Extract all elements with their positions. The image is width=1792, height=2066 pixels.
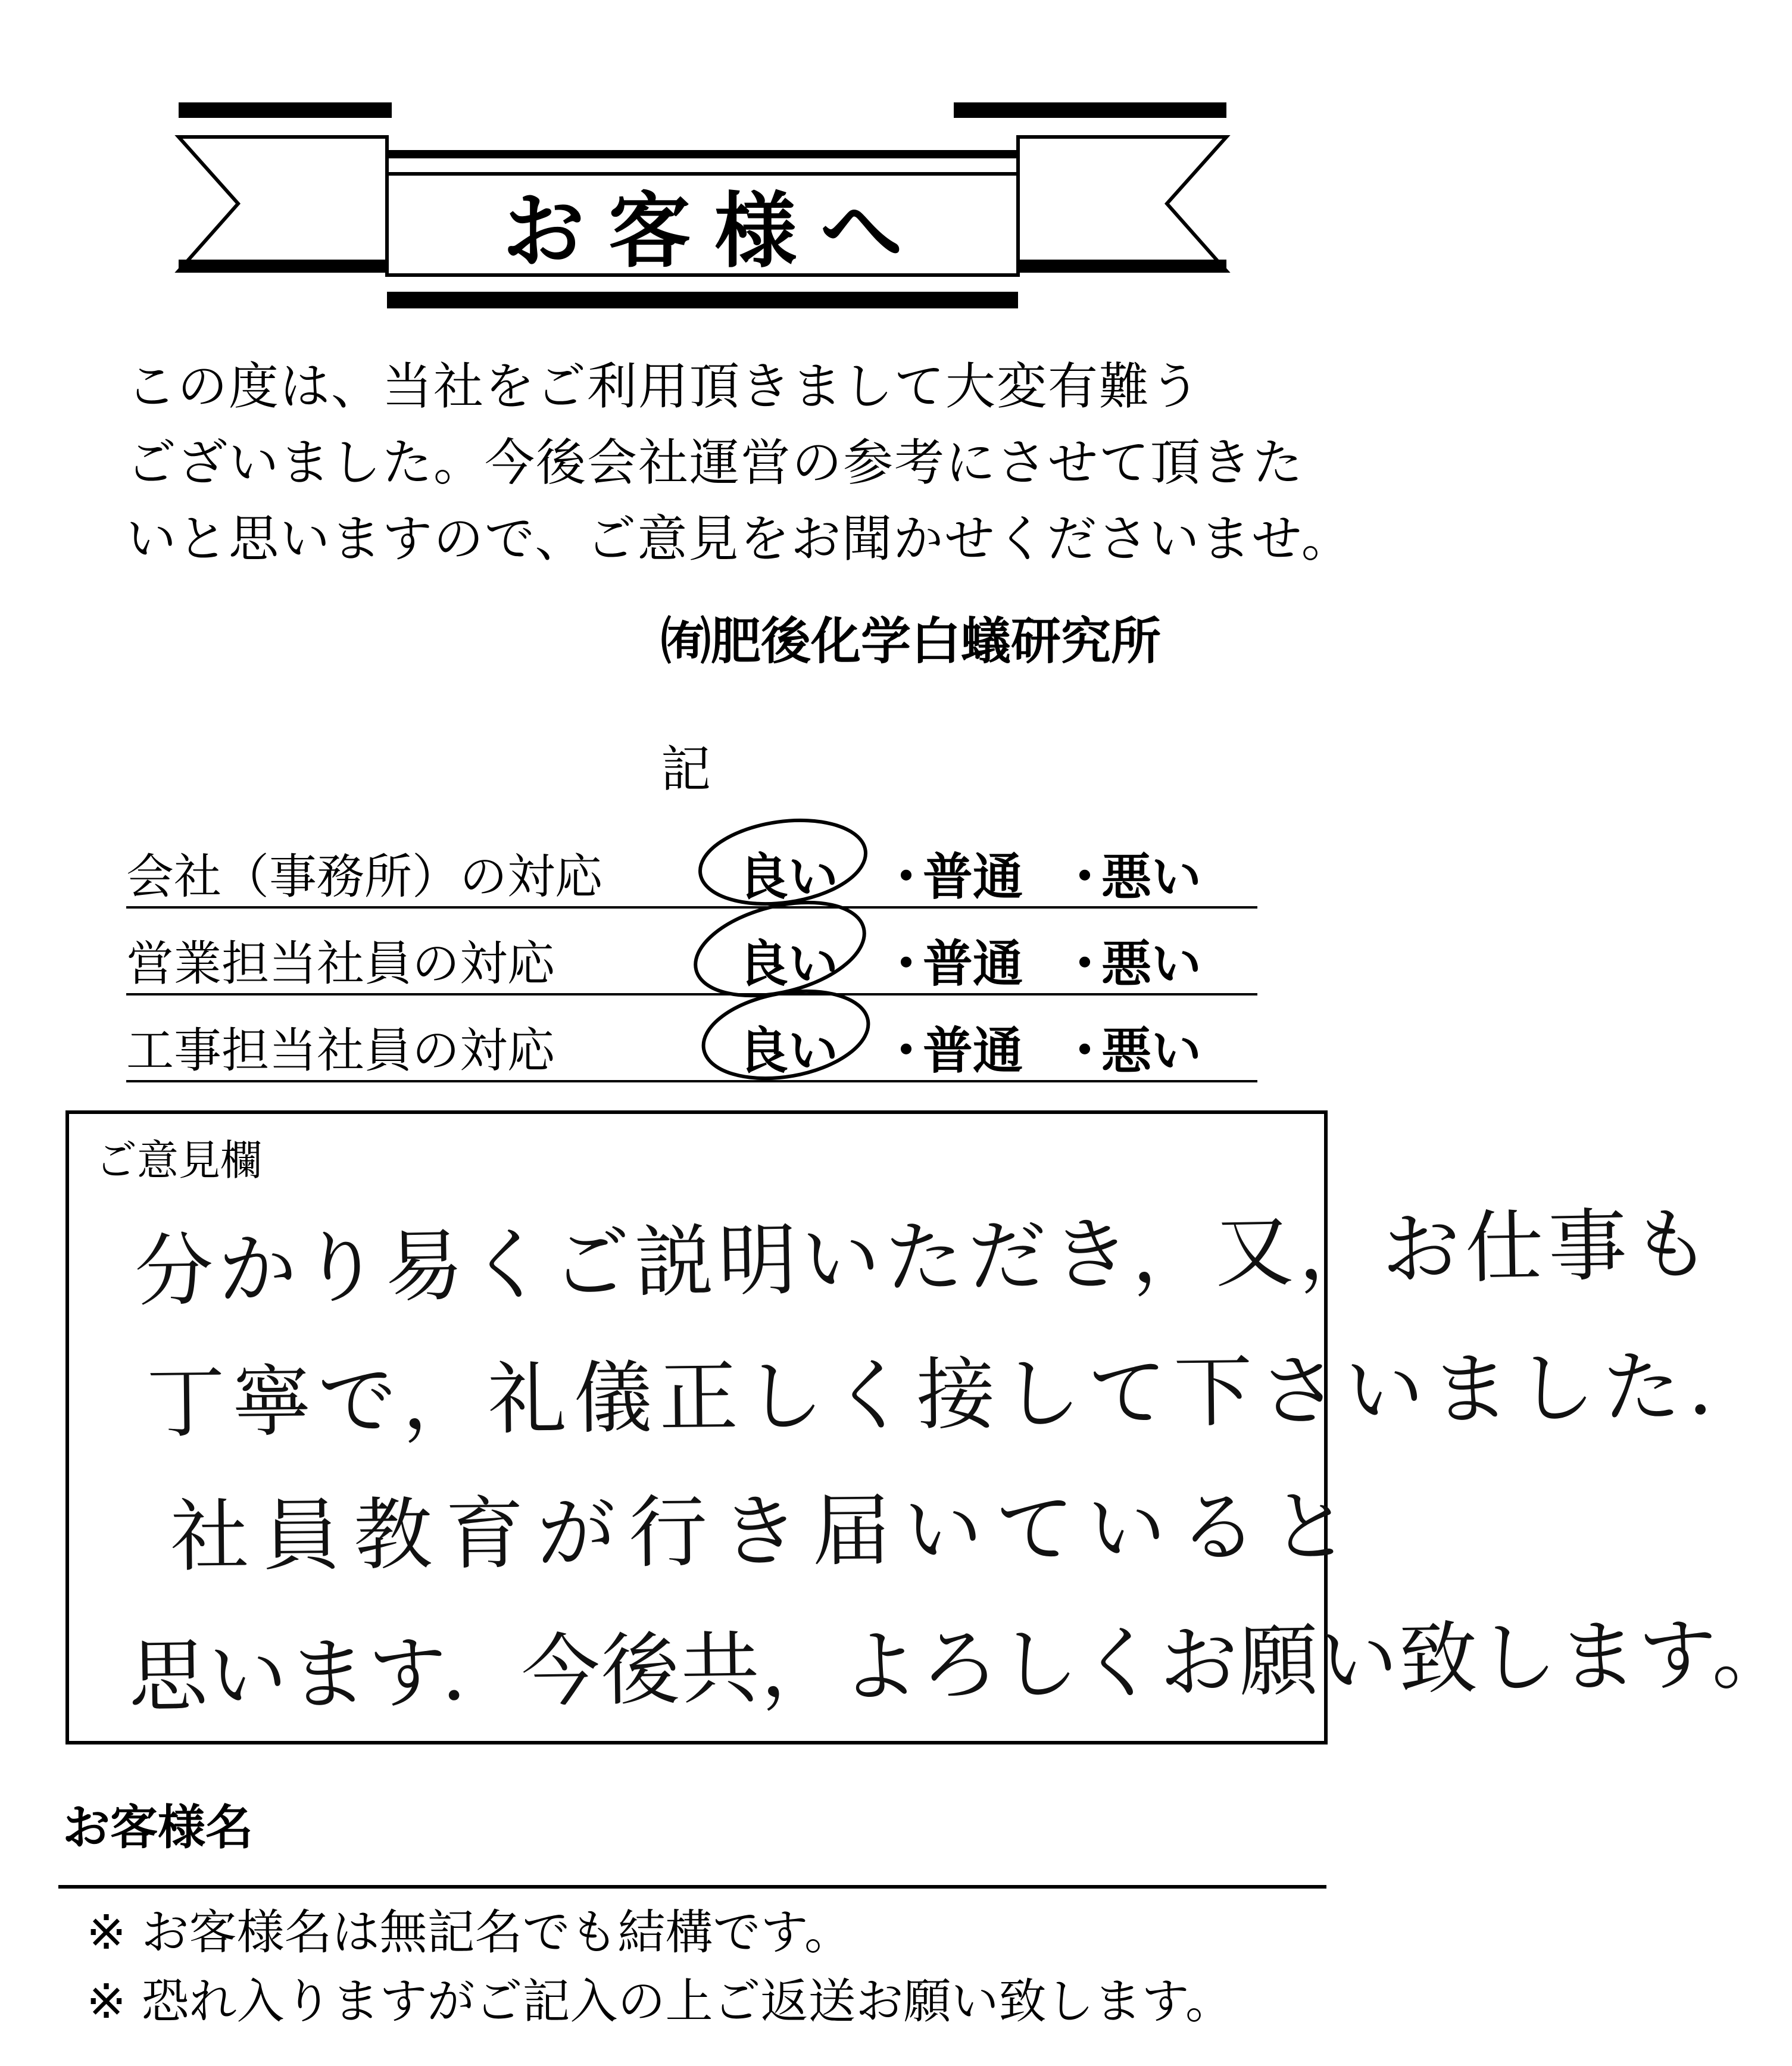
- intro-line: ございました。今後会社運営の参考にさせて頂きた: [126, 433, 1304, 492]
- option-separator: ・: [1060, 1022, 1110, 1080]
- eval-label: 営業担当社員の対応: [126, 936, 555, 991]
- option-separator: ・: [881, 1022, 932, 1080]
- option-bad[interactable]: 悪い: [1101, 848, 1202, 906]
- handwritten-line: 丁寧で，礼儀正しく接して下さいました．: [146, 1340, 1775, 1450]
- option-good[interactable]: 良い: [738, 1022, 839, 1080]
- opinion-label: ご意見欄: [95, 1136, 262, 1185]
- notes: [86, 1898, 1233, 2036]
- eval-label: 工事担当社員の対応: [126, 1023, 555, 1078]
- option-good[interactable]: 良い: [738, 935, 839, 993]
- option-separator: ・: [881, 935, 932, 993]
- option-normal[interactable]: 普通: [923, 935, 1023, 993]
- option-separator: ・: [1060, 935, 1110, 993]
- company-name: ㈲肥後化学白蟻研究所: [661, 612, 1162, 670]
- banner-title: お客様へ: [502, 182, 926, 279]
- option-separator: ・: [1060, 848, 1110, 906]
- customer-name-line[interactable]: [58, 1885, 1326, 1889]
- handwritten-line: 思います．今後共，よろしくお願い致します。: [128, 1608, 1792, 1724]
- option-separator: ・: [881, 848, 932, 906]
- note-item: ※ お客様名は無記名でも結構です。: [86, 1905, 853, 1960]
- option-normal[interactable]: 普通: [923, 848, 1023, 906]
- selection-circles: [0, 0, 1390, 1131]
- handwritten-line: 分かり易くご説明いただき，又，お仕事も: [134, 1198, 1716, 1318]
- circle-mark-3: [697, 979, 875, 1090]
- eval-label: 会社（事務所）の対応: [126, 849, 602, 904]
- option-good[interactable]: 良い: [738, 848, 839, 906]
- option-bad[interactable]: 悪い: [1101, 935, 1202, 993]
- ki-heading: 記: [661, 740, 711, 798]
- handwritten-comment: [69, 1114, 1792, 1741]
- opinion-box[interactable]: [65, 1110, 1792, 1744]
- option-normal[interactable]: 普通: [923, 1022, 1023, 1080]
- intro-line: この度は、当社をご利用頂きまして大変有難う: [126, 357, 1202, 416]
- circle-mark-1: [695, 810, 871, 914]
- option-bad[interactable]: 悪い: [1101, 1022, 1202, 1080]
- handwritten-line: 社員教育が行き届いていると: [170, 1481, 1363, 1583]
- note-item: ※ 恐れ入りますがご記入の上ご返送お願い致します。: [86, 1974, 1234, 2029]
- customer-name-label: お客様名: [63, 1800, 253, 1855]
- intro-line: いと思いますので、ご意見をお聞かせくださいませ。: [126, 510, 1353, 568]
